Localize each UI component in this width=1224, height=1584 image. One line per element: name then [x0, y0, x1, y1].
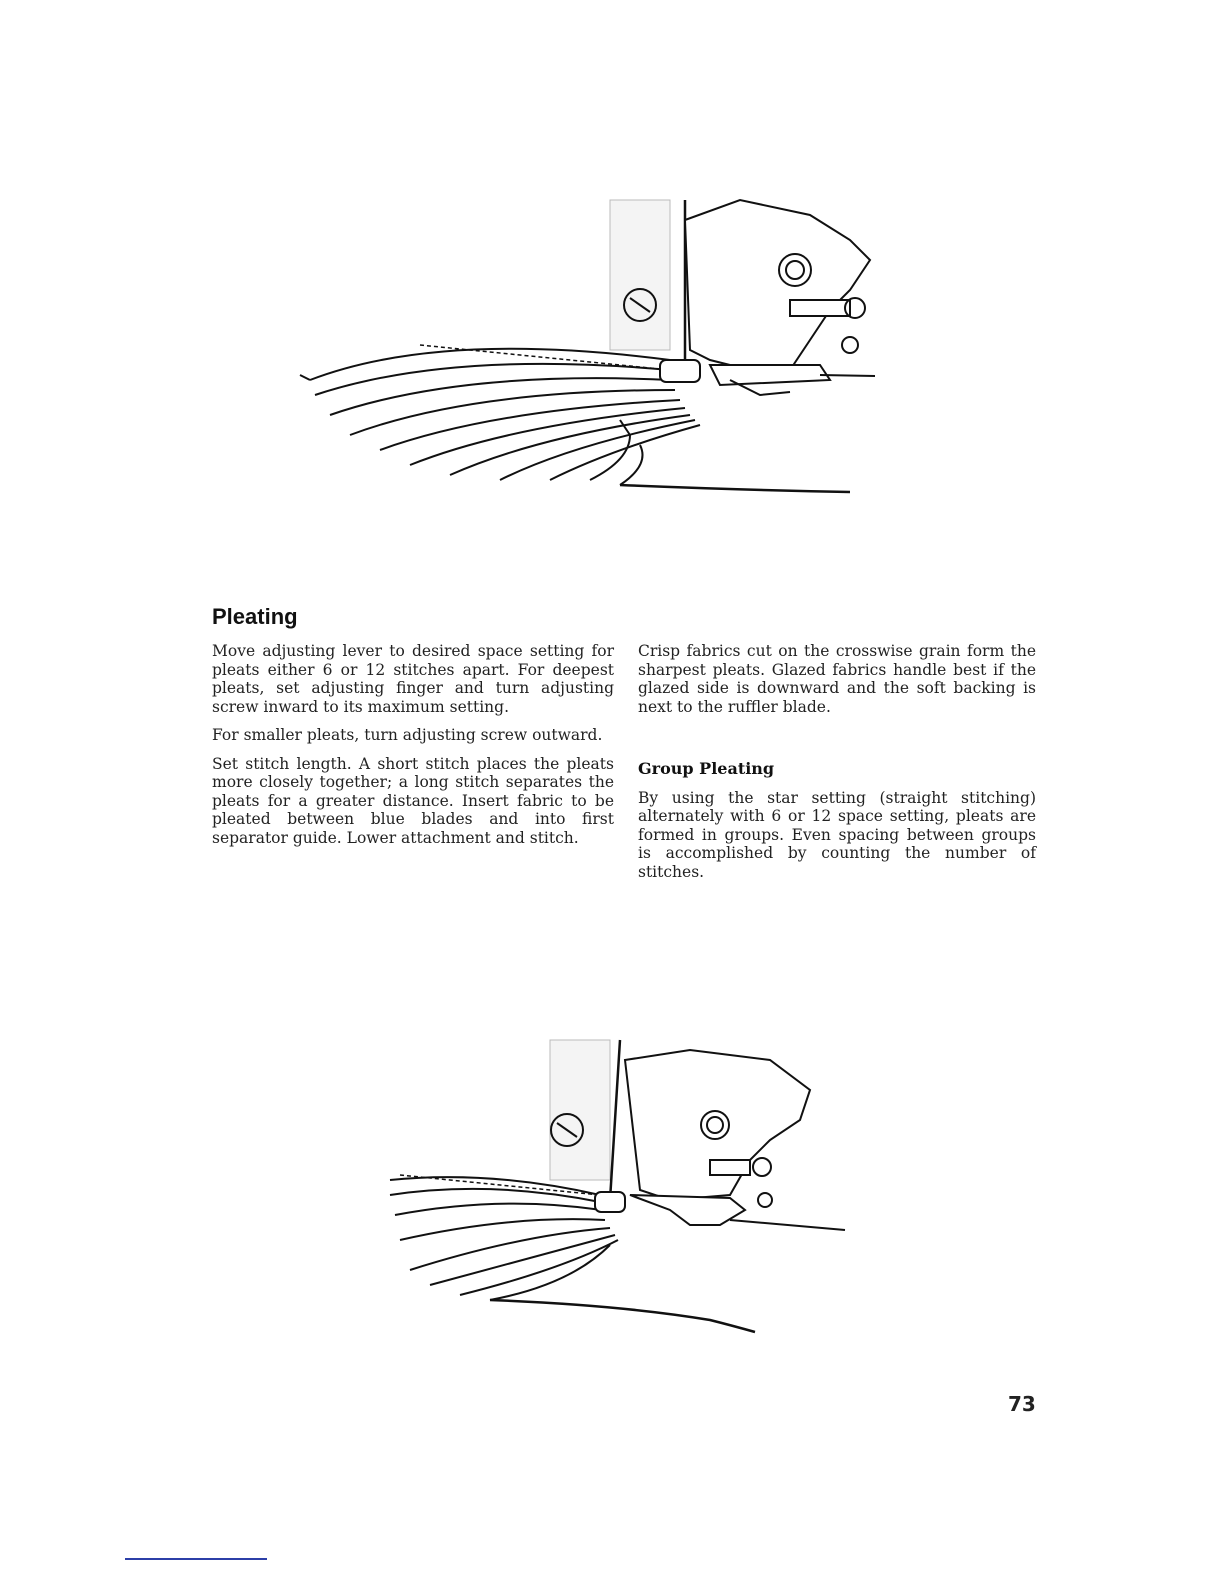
right-column: [638, 642, 1036, 891]
section-title: Pleating: [212, 604, 298, 629]
page-number: 73: [1008, 1392, 1036, 1416]
left-column: [212, 642, 614, 857]
paragraph: Move adjusting lever to desired space setting for pleats either 6 or 12 stitches apart. For deepest pleats, set adjusting finger and turn adjusting screw inward to its maximum setting.: [212, 642, 614, 716]
group-pleating-illustration: [370, 1030, 870, 1350]
paragraph: Crisp fabrics cut on the crosswise grain form the sharpest pleats. Glazed fabrics handle best if the glazed side is downward and the soft backing is next to the ruffler blade.: [638, 642, 1036, 716]
paragraph: For smaller pleats, turn adjusting screw outward.: [212, 726, 603, 744]
footer-rule: [125, 1558, 267, 1560]
pleating-illustration: [290, 180, 890, 510]
subheading: Group Pleating: [638, 759, 775, 778]
paragraph: By using the star setting (straight stitching) alternately with 6 or 12 space setting, pleats are formed in groups. Even spacing between groups is accomplished by counting the number of stitches.: [638, 788, 1036, 881]
paragraph: Set stitch length. A short stitch places the pleats more closely together; a long stitch separates the pleats for a greater distance. Insert fabric to be pleated between blue blades and into first separator guide. Lower attachment and stitch.: [212, 754, 614, 847]
spacer: [638, 726, 1036, 760]
